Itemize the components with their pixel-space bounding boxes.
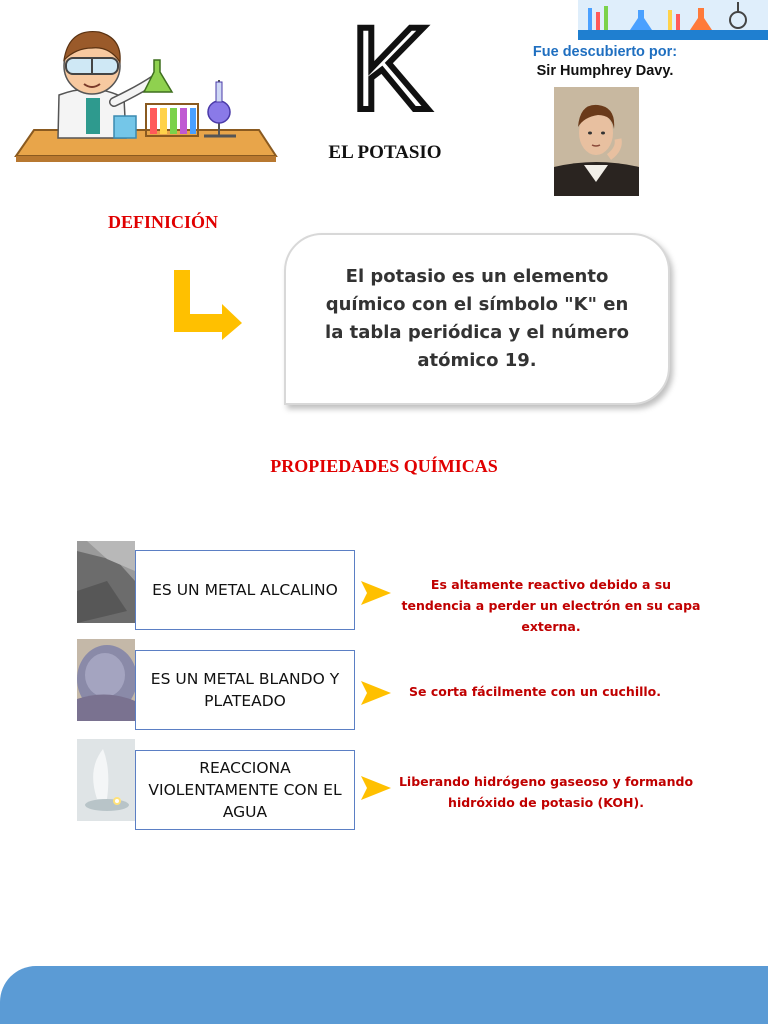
discoverer-name: Sir Humphrey Davy. [536,63,674,79]
alkali-metal-image [77,541,135,623]
property-description: Se corta fácilmente con un cuchillo. [408,684,662,699]
soft-metal-image [77,639,135,721]
element-symbol: K [350,3,430,135]
lab-banner-icon [578,0,768,40]
property-box: ES UN METAL ALCALINO [135,550,355,630]
definition-text: El potasio es un elemento químico con el símbolo "K" en la tabla periódica y el número atómico 19. [325,266,629,371]
property-box: REACCIONA VIOLENTAMENTE CON EL AGUA [135,750,355,830]
property-description: Es altamente reactivo debido a su tendencia a perder un electrón en su capa externa. [401,577,701,634]
triangle-arrow-icon [361,581,391,605]
element-name: EL POTASIO [328,142,442,163]
properties-title: PROPIEDADES QUÍMICAS [270,456,498,476]
definition-title: DEFINICIÓN [108,212,219,232]
property-box: ES UN METAL BLANDO Y PLATEADO [135,650,355,730]
triangle-arrow-icon [361,776,391,800]
portrait-image [554,87,639,196]
property-description: Liberando hidrógeno gaseoso y formando hidróxido de potasio (KOH). [398,774,694,810]
water-reaction-image [77,739,135,821]
scientist-lab-illustration [14,20,279,165]
discovered-by-label: Fue descubierto por: [532,44,678,60]
footer-band [0,966,768,1024]
bent-arrow-icon [172,270,244,340]
definition-bubble [284,233,670,405]
